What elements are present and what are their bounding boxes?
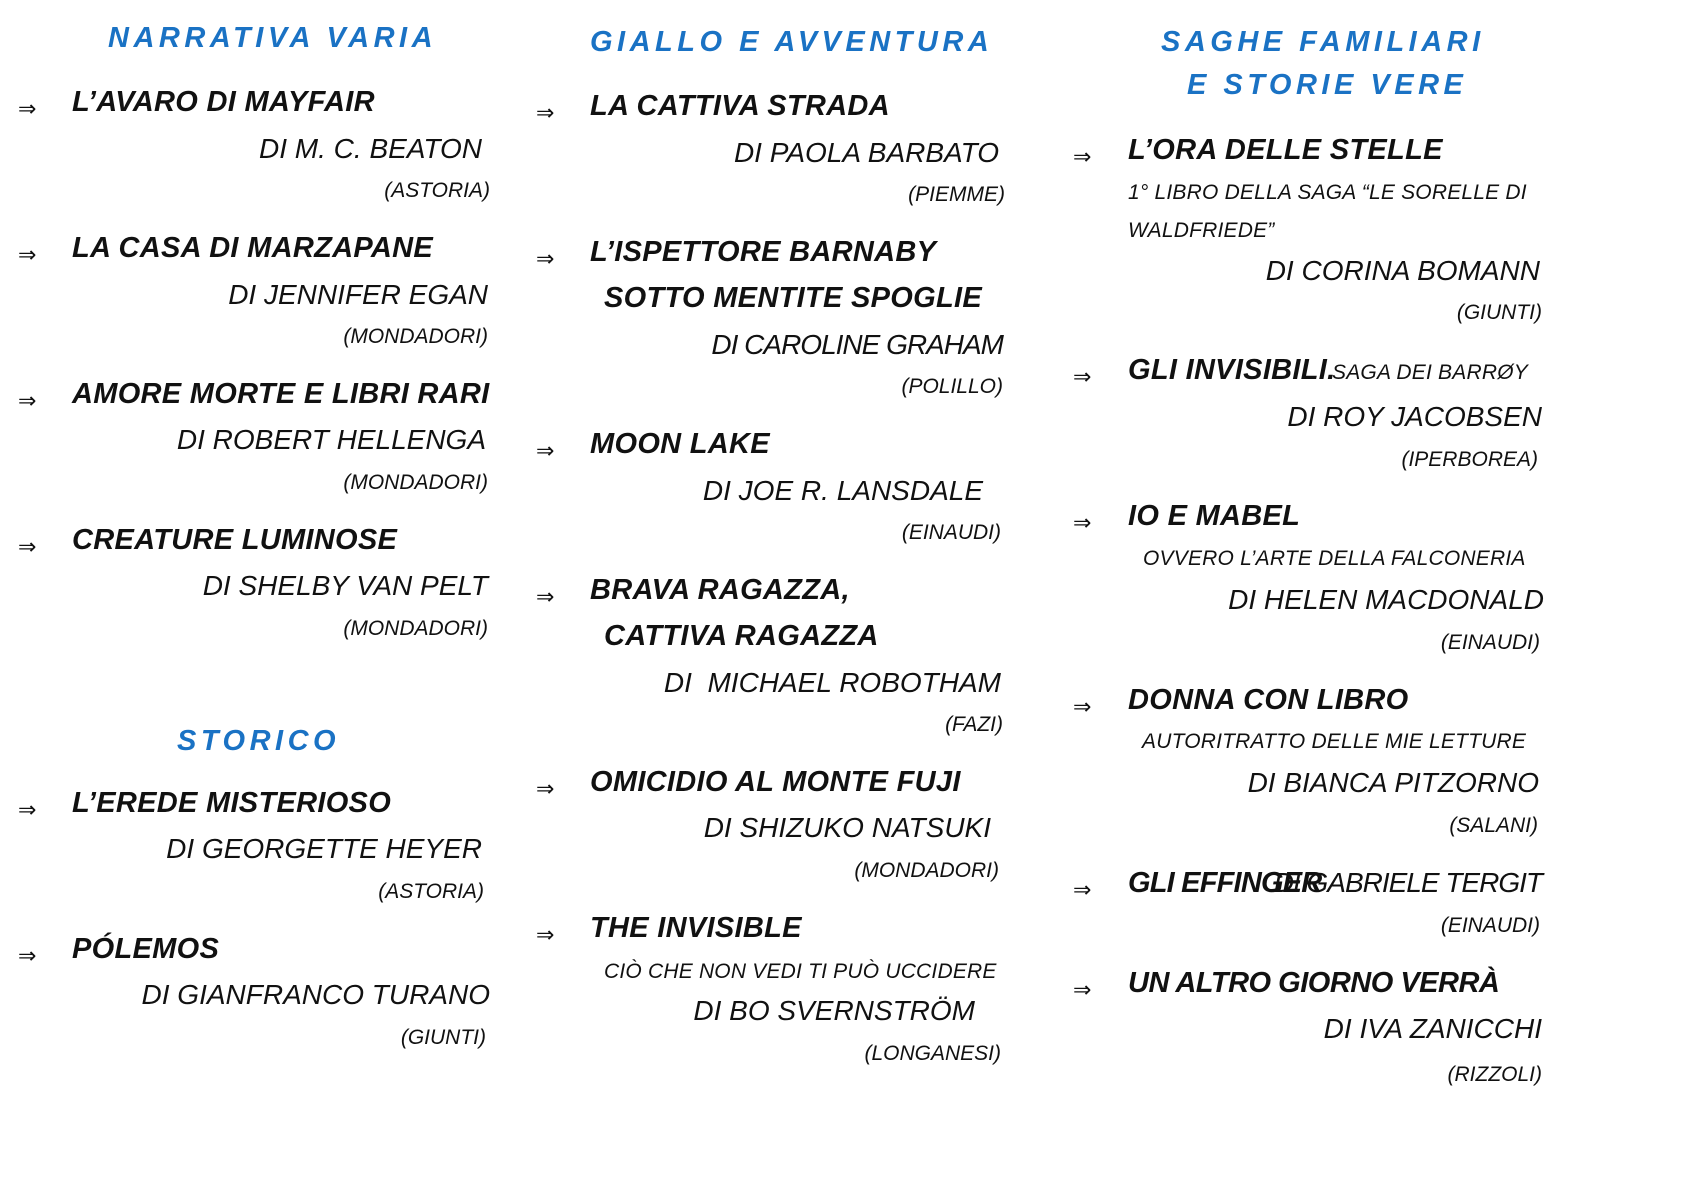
book-subtitle: SAGA DEI BARRØY — [1332, 361, 1528, 384]
book-title: AMORE MORTE E LIBRI RARI — [72, 378, 490, 410]
book-subtitle-line2: WALDFRIEDE” — [1128, 219, 1275, 242]
book-author: DI MICHAEL ROBOTHAM — [663, 667, 1001, 698]
bullet-arrow-icon: ⇒ — [18, 797, 37, 822]
book-publisher: (PIEMME) — [908, 183, 1005, 206]
book-publisher: (EINAUDI) — [1440, 631, 1540, 654]
book-subtitle: OVVERO L’ARTE DELLA FALCONERIA — [1143, 547, 1526, 570]
book-publisher: (POLILLO) — [901, 375, 1003, 398]
bullet-arrow-icon: ⇒ — [1073, 877, 1092, 902]
section-heading-storico: STORICO — [177, 725, 341, 757]
book-title: CREATURE LUMINOSE — [72, 524, 398, 556]
column-saghe-storie — [1073, 0, 1684, 1190]
section-heading-storie-vere: E STORIE VERE — [1187, 69, 1468, 101]
book-title: L’EREDE MISTERIOSO — [72, 787, 392, 819]
book-author: DI BO SVERNSTRÖM — [693, 995, 975, 1026]
section-heading-saghe-familiari: SAGHE FAMILIARI — [1161, 26, 1485, 58]
book-title: L’ISPETTORE BARNABY — [590, 236, 937, 268]
book-title: LA CATTIVA STRADA — [590, 90, 890, 122]
bullet-arrow-icon: ⇒ — [536, 776, 555, 801]
book-author: DI M. C. BEATON — [259, 133, 482, 164]
book-publisher: (SALANI) — [1449, 814, 1538, 837]
book-publisher: (MONDADORI) — [854, 859, 999, 882]
bullet-arrow-icon: ⇒ — [1073, 144, 1092, 169]
book-author: DI GABRIELE TERGIT — [1273, 867, 1542, 898]
book-title: L’ORA DELLE STELLE — [1128, 134, 1443, 166]
bullet-arrow-icon: ⇒ — [18, 943, 37, 968]
book-title: L’AVARO DI MAYFAIR — [72, 86, 375, 118]
book-publisher: (IPERBOREA) — [1401, 448, 1538, 471]
bullet-arrow-icon: ⇒ — [18, 242, 37, 267]
book-publisher: (EINAUDI) — [901, 521, 1001, 544]
book-title: IO E MABEL — [1128, 500, 1301, 532]
book-subtitle: 1° LIBRO DELLA SAGA “LE SORELLE DI — [1128, 181, 1527, 204]
section-heading-narrativa-varia: NARRATIVA VARIA — [108, 22, 438, 54]
book-publisher: (RIZZOLI) — [1447, 1063, 1542, 1086]
bullet-arrow-icon: ⇒ — [536, 922, 555, 947]
book-publisher: (MONDADORI) — [343, 617, 488, 640]
book-title: LA CASA DI MARZAPANE — [72, 232, 433, 264]
book-author: DI JENNIFER EGAN — [228, 279, 488, 310]
book-title: GLI EFFINGER — [1128, 867, 1322, 899]
book-title: GLI INVISIBILI. — [1128, 354, 1336, 386]
book-author: DI CAROLINE GRAHAM — [711, 329, 1003, 360]
column-narrativa-storico — [0, 0, 560, 1190]
book-author: DI GIANFRANCO TURANO — [141, 979, 490, 1010]
book-author: DI SHIZUKO NATSUKI — [703, 812, 991, 843]
book-publisher: (LONGANESI) — [864, 1042, 1001, 1065]
book-author: DI CORINA BOMANN — [1265, 255, 1540, 286]
book-author: DI HELEN MACDONALD — [1228, 584, 1544, 615]
book-title: OMICIDIO AL MONTE FUJI — [590, 766, 961, 798]
book-publisher: (MONDADORI) — [343, 325, 488, 348]
bullet-arrow-icon: ⇒ — [18, 534, 37, 559]
bullet-arrow-icon: ⇒ — [18, 96, 37, 121]
bullet-arrow-icon: ⇒ — [536, 100, 555, 125]
book-title-line2: SOTTO MENTITE SPOGLIE — [604, 282, 982, 314]
bullet-arrow-icon: ⇒ — [536, 246, 555, 271]
book-author: DI ROY JACOBSEN — [1287, 401, 1542, 432]
bullet-arrow-icon: ⇒ — [536, 438, 555, 463]
book-publisher: (GIUNTI) — [400, 1026, 486, 1049]
book-author: DI PAOLA BARBATO — [733, 137, 999, 168]
book-subtitle: CIÒ CHE NON VEDI TI PUÒ UCCIDERE — [604, 960, 997, 983]
book-publisher: (ASTORIA) — [384, 179, 490, 202]
book-title: MOON LAKE — [590, 428, 770, 460]
book-publisher: (GIUNTI) — [1456, 301, 1542, 324]
book-author: DI SHELBY VAN PELT — [202, 570, 488, 601]
book-title-line2: CATTIVA RAGAZZA — [604, 620, 879, 652]
column-giallo-avventura — [536, 0, 1115, 1190]
book-title: UN ALTRO GIORNO VERRÀ — [1128, 967, 1500, 999]
book-publisher: (EINAUDI) — [1440, 914, 1540, 937]
book-title: PÓLEMOS — [72, 933, 220, 965]
book-author: DI ROBERT HELLENGA — [176, 424, 486, 455]
book-title: DONNA CON LIBRO — [1128, 684, 1409, 716]
section-heading-giallo-avventura: GIALLO E AVVENTURA — [590, 26, 994, 58]
book-publisher: (MONDADORI) — [343, 471, 488, 494]
book-author: DI GEORGETTE HEYER — [166, 833, 482, 864]
book-title: BRAVA RAGAZZA, — [590, 574, 850, 606]
book-author: DI IVA ZANICCHI — [1323, 1013, 1542, 1044]
bullet-arrow-icon: ⇒ — [18, 388, 37, 413]
book-publisher: (ASTORIA) — [378, 880, 484, 903]
bullet-arrow-icon: ⇒ — [1073, 694, 1092, 719]
book-subtitle: AUTORITRATTO DELLE MIE LETTURE — [1142, 730, 1527, 753]
book-title: THE INVISIBLE — [590, 912, 802, 944]
book-publisher: (FAZI) — [945, 713, 1003, 736]
bullet-arrow-icon: ⇒ — [1073, 364, 1092, 389]
bullet-arrow-icon: ⇒ — [536, 584, 555, 609]
book-author: DI BIANCA PITZORNO — [1247, 767, 1539, 798]
book-author: DI JOE R. LANSDALE — [702, 475, 983, 506]
bullet-arrow-icon: ⇒ — [1073, 510, 1092, 535]
bullet-arrow-icon: ⇒ — [1073, 977, 1092, 1002]
